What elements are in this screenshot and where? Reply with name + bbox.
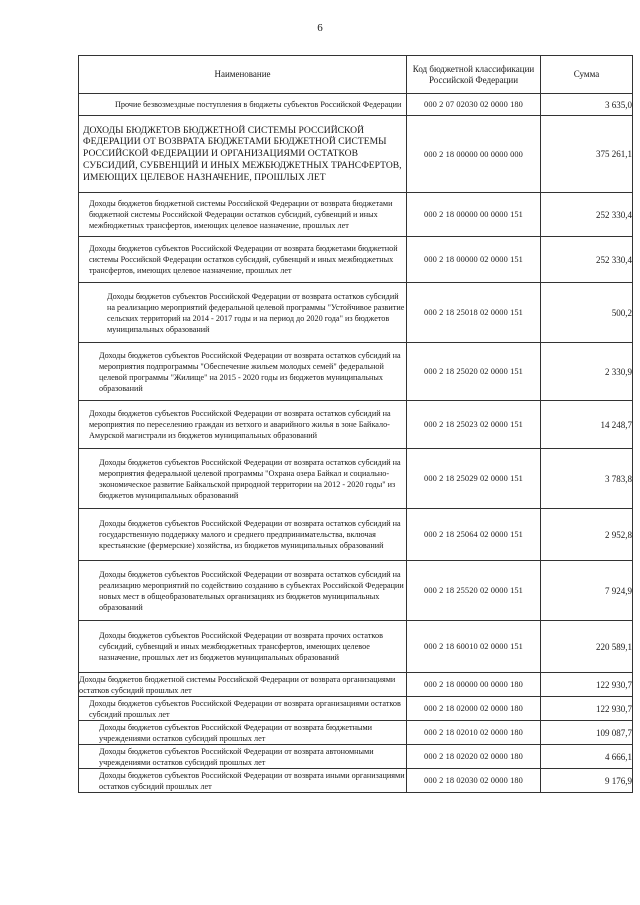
row-name: Доходы бюджетов субъектов Российской Федерации от возврата прочих остатков субсидий, субвенций и иных межбюджетных трансфертов, имеющих целевое назначение, прошлых лет из бюджетов муниципальных образований: [79, 621, 407, 673]
row-sum: 109 087,7: [541, 721, 633, 745]
row-code: 000 2 18 25064 02 0000 151: [407, 509, 541, 561]
row-code: 000 2 18 02010 02 0000 180: [407, 721, 541, 745]
row-code: 000 2 18 02000 02 0000 180: [407, 697, 541, 721]
row-sum: 4 666,1: [541, 745, 633, 769]
row-name: Доходы бюджетов субъектов Российской Федерации от возврата бюджетными учреждениями остатков субсидий прошлых лет: [79, 721, 407, 745]
row-code: 000 2 18 25020 02 0000 151: [407, 343, 541, 401]
row-name: Доходы бюджетов субъектов Российской Федерации от возврата организациями остатков субсидий прошлых лет: [79, 697, 407, 721]
row-code: 000 2 18 00000 00 0000 180: [407, 673, 541, 697]
row-sum: 3 783,8: [541, 449, 633, 509]
row-name: Доходы бюджетов субъектов Российской Федерации от возврата остатков субсидий на реализацию мероприятий по содействию созданию в субъектах Российской Федерации новых мест в общеобразовательных организациях из бюджетов муниципальных образований: [79, 561, 407, 621]
row-sum: 9 176,9: [541, 769, 633, 793]
table-row: [79, 193, 633, 237]
row-sum: 375 261,1: [541, 116, 633, 193]
row-sum: 7 924,9: [541, 561, 633, 621]
row-code: 000 2 18 25018 02 0000 151: [407, 283, 541, 343]
row-sum: 122 930,7: [541, 673, 633, 697]
table-row: [79, 673, 633, 697]
table-row: [79, 94, 633, 116]
row-name: Доходы бюджетов бюджетной системы Российской Федерации от возврата бюджетами бюджетной системы Российской Федерации остатков субсидий, субвенций и иных межбюджетных трансфертов, имеющих целевое назначение, прошлых лет: [79, 193, 407, 237]
row-name: Доходы бюджетов субъектов Российской Федерации от возврата бюджетами бюджетной системы Российской Федерации остатков субсидий, субвенций и иных межбюджетных трансфертов, имеющих целевое назначение, прошлых лет: [79, 237, 407, 283]
table-row: [79, 283, 633, 343]
table-row: [79, 401, 633, 449]
row-sum: 2 952,8: [541, 509, 633, 561]
row-code: 000 2 18 25520 02 0000 151: [407, 561, 541, 621]
table-row: [79, 449, 633, 509]
row-name: Доходы бюджетов бюджетной системы Российской Федерации от возврата организациями остатков субсидий прошлых лет: [79, 673, 407, 697]
budget-table: [78, 55, 633, 793]
table-row: [79, 745, 633, 769]
table-row: [79, 697, 633, 721]
table-row: [79, 621, 633, 673]
table-row: [79, 561, 633, 621]
header-code: Код бюджетной классификации Российской Федерации: [407, 56, 541, 94]
row-code: 000 2 18 60010 02 0000 151: [407, 621, 541, 673]
row-code: 000 2 18 00000 00 0000 000: [407, 116, 541, 193]
row-code: 000 2 07 02030 02 0000 180: [407, 94, 541, 116]
row-sum: 122 930,7: [541, 697, 633, 721]
row-sum: 2 330,9: [541, 343, 633, 401]
row-name: Доходы бюджетов субъектов Российской Федерации от возврата остатков субсидий на реализацию мероприятий федеральной целевой программы "Устойчивое развитие сельских территорий на 2014 - 2017 годы и на период до 2020 года" из бюджетов муниципальных образований: [79, 283, 407, 343]
row-code: 000 2 18 25023 02 0000 151: [407, 401, 541, 449]
row-name: Доходы бюджетов субъектов Российской Федерации от возврата иными организациями остатков субсидий прошлых лет: [79, 769, 407, 793]
row-name: Доходы бюджетов субъектов Российской Федерации от возврата остатков субсидий на мероприятия федеральной целевой программы "Охрана озера Байкал и социально-экономическое развитие Байкальской природной территории на 2012 - 2020 годы" из бюджетов муниципальных образований: [79, 449, 407, 509]
row-name: Доходы бюджетов субъектов Российской Федерации от возврата автономными учреждениями остатков субсидий прошлых лет: [79, 745, 407, 769]
row-code: 000 2 18 02030 02 0000 180: [407, 769, 541, 793]
table-row: [79, 116, 633, 193]
row-sum: 220 589,1: [541, 621, 633, 673]
table-row: [79, 509, 633, 561]
row-code: 000 2 18 02020 02 0000 180: [407, 745, 541, 769]
row-name: Доходы бюджетов субъектов Российской Федерации от возврата остатков субсидий на мероприятия по переселению граждан из ветхого и аварийного жилья в зоне Байкало-Амурской магистрали из бюджетов муниципальных образований: [79, 401, 407, 449]
row-sum: 252 330,4: [541, 193, 633, 237]
row-name: Доходы бюджетов субъектов Российской Федерации от возврата остатков субсидий на мероприятия подпрограммы "Обеспечение жильем молодых семей" федеральной целевой программы "Жилище" на 2015 - 2020 годы из бюджетов муниципальных образований: [79, 343, 407, 401]
row-code: 000 2 18 00000 00 0000 151: [407, 193, 541, 237]
header-sum: Сумма: [541, 56, 633, 94]
row-name: Прочие безвозмездные поступления в бюджеты субъектов Российской Федерации: [79, 94, 407, 116]
table-row: [79, 721, 633, 745]
page-number: 6: [317, 22, 323, 34]
row-sum: 14 248,7: [541, 401, 633, 449]
table-row: [79, 769, 633, 793]
table-header-row: [79, 56, 633, 94]
header-name: Наименование: [79, 56, 407, 94]
table-row: [79, 343, 633, 401]
row-sum: 252 330,4: [541, 237, 633, 283]
table-row: [79, 237, 633, 283]
row-code: 000 2 18 25029 02 0000 151: [407, 449, 541, 509]
row-code: 000 2 18 00000 02 0000 151: [407, 237, 541, 283]
row-name: ДОХОДЫ БЮДЖЕТОВ БЮДЖЕТНОЙ СИСТЕМЫ РОССИЙСКОЙ ФЕДЕРАЦИИ ОТ ВОЗВРАТА БЮДЖЕТАМИ БЮДЖЕТНОЙ СИСТЕМЫ РОССИЙСКОЙ ФЕДЕРАЦИИ И ОРГАНИЗАЦИЯМИ ОСТАТКОВ СУБСИДИЙ, СУБВЕНЦИЙ И ИНЫХ МЕЖБЮДЖЕТНЫХ ТРАНСФЕРТОВ, ИМЕЮЩИХ ЦЕЛЕВОЕ НАЗНАЧЕНИЕ, ПРОШЛЫХ ЛЕТ: [79, 116, 407, 193]
row-sum: 500,2: [541, 283, 633, 343]
row-sum: 3 635,0: [541, 94, 633, 116]
row-name: Доходы бюджетов субъектов Российской Федерации от возврата остатков субсидий на государственную поддержку малого и среднего предпринимательства, включая крестьянские (фермерские) хозяйства, из бюджетов муниципальных образований: [79, 509, 407, 561]
